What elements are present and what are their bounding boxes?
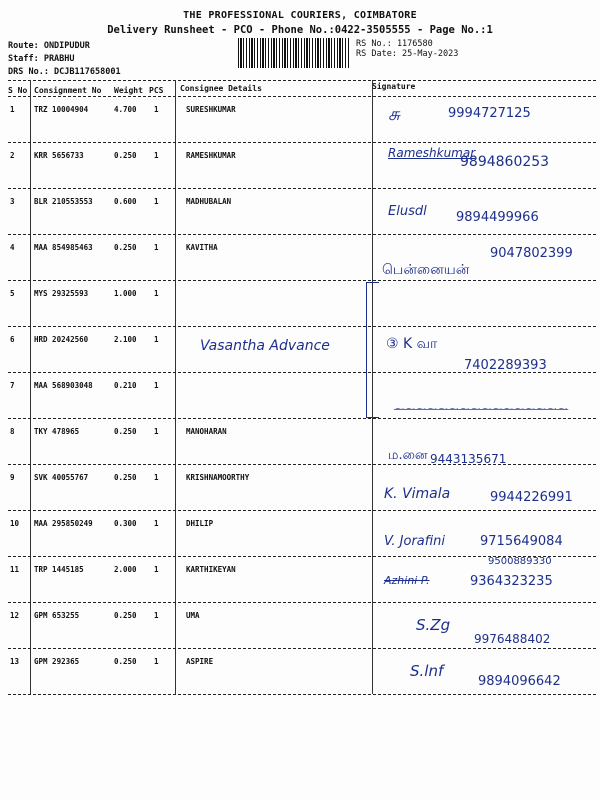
row-consignee: ASPIRE	[186, 657, 214, 666]
row-sno: 8	[10, 427, 15, 436]
row-consignment: TRP 1445185	[34, 565, 84, 574]
row-consignee: KRISHNAMOORTHY	[186, 473, 250, 482]
signature-row-4: பென்னையன்	[382, 262, 470, 278]
row-sno: 11	[10, 565, 20, 574]
row-consignee: MANOHARAN	[186, 427, 227, 436]
row-consignment: MAA 568903048	[34, 381, 93, 390]
row-weight: 1.000	[114, 289, 137, 298]
row-consignment: SVK 40055767	[34, 473, 89, 482]
row-divider	[8, 510, 596, 511]
row-pcs: 1	[154, 427, 159, 436]
row-divider	[8, 280, 596, 281]
col-consignment: Consignment No	[34, 86, 102, 95]
signature-row-12: S.Zg	[416, 616, 451, 634]
row-divider	[8, 602, 596, 603]
row-pcs: 1	[154, 197, 159, 206]
row-sno: 12	[10, 611, 20, 620]
drs-number: DRS No.: DCJB117658001	[8, 67, 121, 77]
route-label: Route: ONDIPUDUR	[8, 41, 90, 51]
phone-row-11b: 9364323235	[470, 574, 553, 589]
signature-row-9: K. Vimala	[384, 486, 451, 502]
page-subtitle: Delivery Runsheet - PCO - Phone No.:0422-3505555 - Page No.:1	[107, 24, 493, 36]
col-signature: Signature	[372, 82, 416, 91]
barcode-image	[238, 38, 350, 68]
phone-row-10: 9944226991	[490, 490, 573, 505]
row-weight: 0.250	[114, 243, 137, 252]
phone-row-1: 9994727125	[448, 106, 531, 121]
row-sno: 7	[10, 381, 15, 390]
row-pcs: 1	[154, 289, 159, 298]
row-divider	[8, 326, 596, 327]
row-pcs: 1	[154, 657, 159, 666]
row-consignee: KAVITHA	[186, 243, 218, 252]
row-sno: 4	[10, 243, 15, 252]
signature-row-1: சு	[388, 104, 400, 125]
signature-row-8: ம.னை	[388, 448, 428, 463]
row-consignment: TRZ 10004904	[34, 105, 89, 114]
phone-row-12: 9976488402	[474, 632, 551, 646]
row-pcs: 1	[154, 335, 159, 344]
row-sno: 10	[10, 519, 20, 528]
row-weight: 2.000	[114, 565, 137, 574]
bracket-mark	[366, 282, 379, 418]
signature-row-6: ③ K வா	[386, 336, 438, 352]
row-consignment: TKY 478965	[34, 427, 80, 436]
scribble-row-7: ~~~~~~~~~~~~~~~~	[394, 402, 569, 417]
row-sno: 3	[10, 197, 15, 206]
row-sno: 1	[10, 105, 15, 114]
row-divider	[8, 648, 596, 649]
phone-row-13: 9894096642	[478, 674, 561, 689]
row-pcs: 1	[154, 473, 159, 482]
col-sno: S No	[8, 86, 28, 95]
row-pcs: 1	[154, 151, 159, 160]
signature-row-13: S.lnf	[410, 662, 444, 680]
row-weight: 4.700	[114, 105, 137, 114]
row-pcs: 1	[154, 243, 159, 252]
phone-row-4: 9047802399	[490, 246, 573, 261]
phone-row-11a: 9500889330	[488, 556, 552, 567]
row-consignment: MAA 854985463	[34, 243, 93, 252]
row-sno: 5	[10, 289, 15, 298]
row-divider	[8, 188, 596, 189]
row-consignee: MADHUBALAN	[186, 197, 232, 206]
row-weight: 0.250	[114, 427, 137, 436]
row-consignee: RAMESHKUMAR	[186, 151, 236, 160]
row-sno: 2	[10, 151, 15, 160]
row-weight: 0.250	[114, 611, 137, 620]
signature-row-10: V. Jorafini	[384, 534, 446, 549]
row-sno: 9	[10, 473, 15, 482]
signature-row-11: Azhini P.	[384, 574, 430, 587]
page-title: THE PROFESSIONAL COURIERS, COIMBATORE	[183, 10, 417, 21]
row-pcs: 1	[154, 381, 159, 390]
row-consignment: MYS 29325593	[34, 289, 89, 298]
row-divider	[8, 418, 596, 419]
note-handwritten: Vasantha Advance	[200, 338, 330, 354]
rs-number: RS No.: 1176580	[356, 39, 433, 49]
row-divider	[8, 694, 596, 695]
phone-row-9: 9443135671	[430, 452, 507, 466]
row-consignee: SURESHKUMAR	[186, 105, 236, 114]
row-sno: 6	[10, 335, 15, 344]
col-consignee: Consignee Details	[180, 84, 262, 93]
phone-row-2: 9894860253	[460, 154, 550, 170]
row-consignee: KARTHIKEYAN	[186, 565, 236, 574]
row-consignee: UMA	[186, 611, 200, 620]
row-pcs: 1	[154, 611, 159, 620]
phone-row-10b: 9715649084	[480, 534, 563, 549]
row-weight: 0.250	[114, 151, 137, 160]
col-pcs: PCS	[149, 86, 164, 95]
row-divider	[8, 234, 596, 235]
row-weight: 0.250	[114, 657, 137, 666]
rs-date: RS Date: 25-May-2023	[356, 49, 459, 59]
row-consignment: MAA 295850249	[34, 519, 93, 528]
phone-row-6: 7402289393	[464, 358, 547, 373]
staff-label: Staff: PRABHU	[8, 54, 75, 64]
row-consignment: KRR 5656733	[34, 151, 84, 160]
row-divider	[8, 464, 596, 465]
row-weight: 0.600	[114, 197, 137, 206]
phone-row-3: 9894499966	[456, 210, 539, 225]
header-bottom-line	[8, 96, 596, 97]
row-pcs: 1	[154, 565, 159, 574]
row-consignment: BLR 210553553	[34, 197, 93, 206]
row-consignment: HRD 20242560	[34, 335, 89, 344]
signature-row-3: Elusdl	[388, 204, 427, 219]
row-weight: 0.300	[114, 519, 137, 528]
row-consignment: GPM 653255	[34, 611, 80, 620]
row-pcs: 1	[154, 105, 159, 114]
row-weight: 0.210	[114, 381, 137, 390]
row-consignment: GPM 292365	[34, 657, 80, 666]
row-divider	[8, 142, 596, 143]
row-sno: 13	[10, 657, 20, 666]
row-pcs: 1	[154, 519, 159, 528]
signature-row-2: Rameshkumar	[388, 146, 476, 160]
row-consignee: DHILIP	[186, 519, 214, 528]
row-weight: 2.100	[114, 335, 137, 344]
col-weight: Weight	[114, 86, 143, 95]
row-weight: 0.250	[114, 473, 137, 482]
table-top-line	[8, 80, 596, 81]
